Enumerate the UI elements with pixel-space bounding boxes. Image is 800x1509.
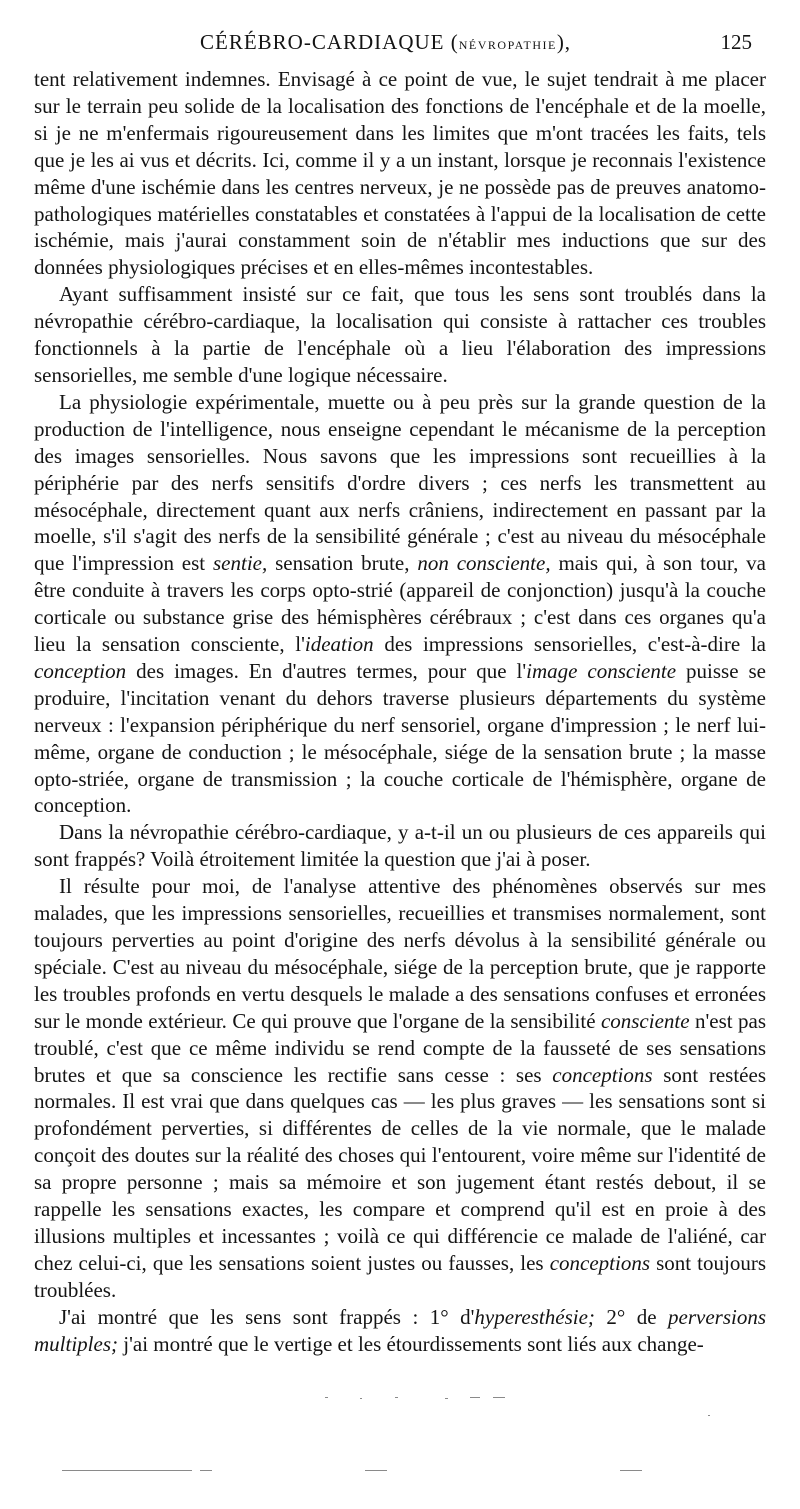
paragraph-1-text: tent relativement indemnes. Envisagé à ce point de vue, le sujet tendrait à me placer sur le terrain peu solide de la localisation des fonctions de l'encéphale et de la moelle, si je ne m'enfermais rigoureusement dans les limites que m'ont tracées les faits, tels que je les ai vus et décrits. Ici, comme il y a un instant, lorsque je reconnais l'existence même d'une ischémie dans les centres nerveux, je ne possède pas de preuves anatomo-pathologiques matérielles constatables et constatées à l'appui de la localisation de cette ischémie, mais j'aurai constamment soin de n'établir mes inductions que sur des données physiologiques précises et en elles-mêmes incontestables. [34,67,766,280]
italic-non-consciente: non consciente, [417,551,551,576]
running-title-main: CÉRÉBRO-CARDIAQUE ( [200,30,459,54]
italic-perversions-multiples: perversions multiples; [34,1304,767,1356]
scan-speck [708,1415,710,1416]
paragraph-1 [34,66,766,281]
paragraph-5-text-4: sont toujours troublées. [34,1250,767,1302]
paragraph-3-text-6: puisse se produire, l'incitation venant du dehors traverse plusieurs départements du système nerveux : l'expansion périphérique du nerf sensoriel, organe d'impression ; le nerf lui-même, organe de conduction ; le mésocéphale, siége de la sensation brute ; la masse opto-striée, organe de transmission ; la couche corticale de l'hémisphère, organe de conception. [34,658,766,818]
paragraph-3 [34,389,766,820]
running-title [200,30,571,55]
paragraph-3-text-4: des impressions sensorielles, c'est-à-dire la [373,632,766,657]
italic-consciente: consciente [600,1008,690,1033]
paragraph-2 [34,281,766,389]
paragraph-3-text-1: La physiologie expérimentale, muette ou à peu près sur la grande question de la production de l'intelligence, nous enseigne cependant le mécanisme de la perception des images sensorielles. Nous savons que les impressions sont recueillies à la périphérie par des nerfs sensitifs d'ordre divers ; ces nerfs les transmettent au mésocéphale, directement quant aux nerfs crâniens, indirectement en passant par la moelle, s'il s'agit des nerfs de la sensibilité générale ; c'est au niveau du mésocéphale que l'impression est [34,389,766,576]
scan-speck [200,1470,212,1471]
scan-speck [62,1470,192,1471]
scan-speck [620,1470,642,1471]
paragraph-5 [34,873,766,1304]
scan-specks [0,1385,800,1485]
paragraph-5-text-1: Il résulte pour moi, de l'analyse attentive des phénomènes observés sur mes malades, que les impressions sensorielles, recueillies et transmises normalement, sont toujours perverties au point d'origine des nerfs dévolus à la sensibilité générale ou spéciale. C'est au niveau du mésocéphale, siége de la perception brute, que je rapporte les troubles profonds en vertu desquels le malade a des sensations confuses et erronées sur le monde extérieur. Ce qui prouve que l'organe de la sensibilité [34,874,766,1033]
scan-speck [470,1397,480,1398]
paragraph-3-text-3: mais qui, à son tour, va être conduite à travers les corps opto-strié (appareil de conjonction) jusqu'à la couche corticale ou substance grise des hémisphères cérébraux ; c'est dans ces organes qu'a lieu la sensation consciente, l' [34,551,767,657]
body-text [34,66,766,1358]
italic-conceptions: conceptions [552,1062,653,1087]
italic-sentie: sentie, [213,551,268,576]
paragraph-4 [34,819,766,873]
paragraph-6-text-2: 2° de [594,1304,669,1329]
scan-speck [365,1470,387,1471]
paragraph-3-text-5: des images. En d'autres termes, pour que l' [126,658,527,683]
italic-hyperesthesie: hyperesthésie; [474,1304,595,1329]
scan-speck [395,1397,398,1398]
paragraph-2-text: Ayant suffisamment insisté sur ce fait, que tous les sens sont troublés dans la névropathie cérébro-cardiaque, la localisation qui consiste à rattacher ces troubles fonctionnels à la partie de l'encéphale où a lieu l'élaboration des impressions sensorielles, me semble d'une logique nécessaire. [34,282,766,387]
scan-speck [493,1397,505,1398]
italic-conception: conception [34,658,127,683]
italic-ideation: ideation [304,632,374,657]
running-head [0,30,800,60]
scan-speck [360,1398,362,1399]
running-title-subtitle: NÉVROPATHIE [458,38,557,52]
paragraph-4-text: Dans la névropathie cérébro-cardiaque, y a-t-il un ou plusieurs de ces appareils qui sont frappés? Voilà étroitement limitée la question que j'ai à poser. [34,820,766,872]
scan-speck [325,1397,328,1398]
paragraph-5-text-2: n'est pas troublé, c'est que ce même individu se rend compte de la fausseté de ses sensations brutes et que sa conscience les rectifie sans cesse : ses [34,1008,766,1087]
italic-conceptions-2: conceptions [549,1250,650,1275]
italic-image-consciente: image consciente [526,658,677,683]
paragraph-5-text-3: sont restées normales. Il est vrai que dans quelques cas — les plus graves — les sensations sont si profondément perverties, si différentes de celles de la vie normale, que le malade conçoit des doutes sur la réalité des choses qui l'entourent, voire même sur l'identité de sa propre personne ; mais sa mémoire et son jugement étant restés debout, il se rappelle les sensations exactes, les compare et comprend qu'il est en proie à des illusions multiples et incessantes ; voilà ce qui différencie ce malade de l'aliéné, car chez celui-ci, que les sensations soient justes ou fausses, les [34,1062,766,1275]
paragraph-6 [34,1304,766,1358]
page-number: 125 [720,30,752,54]
scan-speck [445,1398,448,1399]
paragraph-3-text-2: sensation brute, [267,551,418,576]
running-title-end: ), [556,30,572,54]
paragraph-6-text-1: J'ai montré que les sens sont frappés : 1° d' [59,1304,475,1329]
paragraph-6-text-3: j'ai montré que le vertige et les étourdissements sont liés aux change- [118,1331,704,1356]
